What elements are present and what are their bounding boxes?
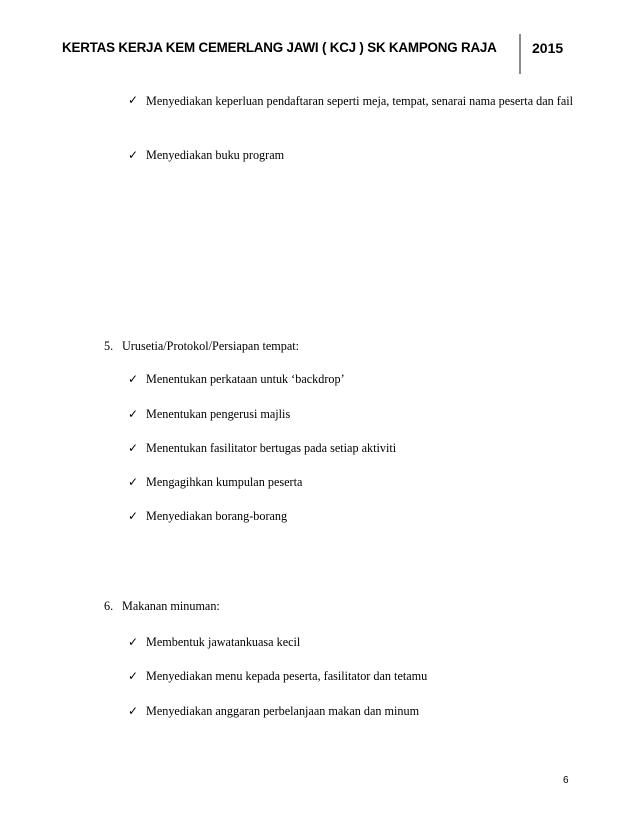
header-divider	[519, 34, 521, 74]
header-year: 2015	[532, 40, 564, 56]
section-number: 6.	[104, 599, 114, 613]
list-item-text: Menentukan pengerusi majlis	[146, 407, 291, 421]
checkmark-icon: ✓	[128, 93, 139, 107]
checkmark-icon: ✓	[128, 372, 139, 386]
checkmark-icon: ✓	[128, 509, 139, 523]
section-heading	[104, 599, 220, 614]
section-heading	[104, 339, 299, 354]
section-title: Makanan minuman:	[122, 599, 220, 613]
checkmark-icon: ✓	[128, 407, 139, 421]
header-title: KERTAS KERJA KEM CEMERLANG JAWI ( KCJ ) SK KAMPONG RAJA	[62, 40, 497, 55]
checkmark-icon: ✓	[128, 441, 139, 455]
page-header	[62, 34, 578, 74]
list-item-text: Menentukan fasilitator bertugas pada setiap aktiviti	[146, 441, 397, 455]
section-number: 5.	[104, 339, 114, 353]
checkmark-icon: ✓	[128, 635, 139, 649]
section-title: Urusetia/Protokol/Persiapan tempat:	[122, 339, 300, 353]
list-item-text: Menyediakan keperluan pendaftaran seperti meja, tempat, senarai nama peserta dan fail	[146, 94, 574, 108]
list-item-text: Mengagihkan kumpulan peserta	[146, 475, 303, 489]
list-item-text: Menentukan perkataan untuk ‘backdrop’	[146, 372, 345, 386]
list-item-text: Menyediakan borang-borang	[146, 509, 288, 523]
list-item-text: Menyediakan anggaran perbelanjaan makan dan minum	[146, 704, 420, 718]
checkmark-icon: ✓	[128, 669, 139, 683]
checkmark-icon: ✓	[128, 148, 139, 162]
list-item-text: Menyediakan menu kepada peserta, fasilitator dan tetamu	[146, 669, 428, 683]
checkmark-icon: ✓	[128, 704, 139, 718]
page-number: 6	[563, 775, 569, 786]
list-item-text: Membentuk jawatankuasa kecil	[146, 635, 301, 649]
list-item-text: Menyediakan buku program	[146, 148, 285, 162]
checkmark-icon: ✓	[128, 475, 139, 489]
